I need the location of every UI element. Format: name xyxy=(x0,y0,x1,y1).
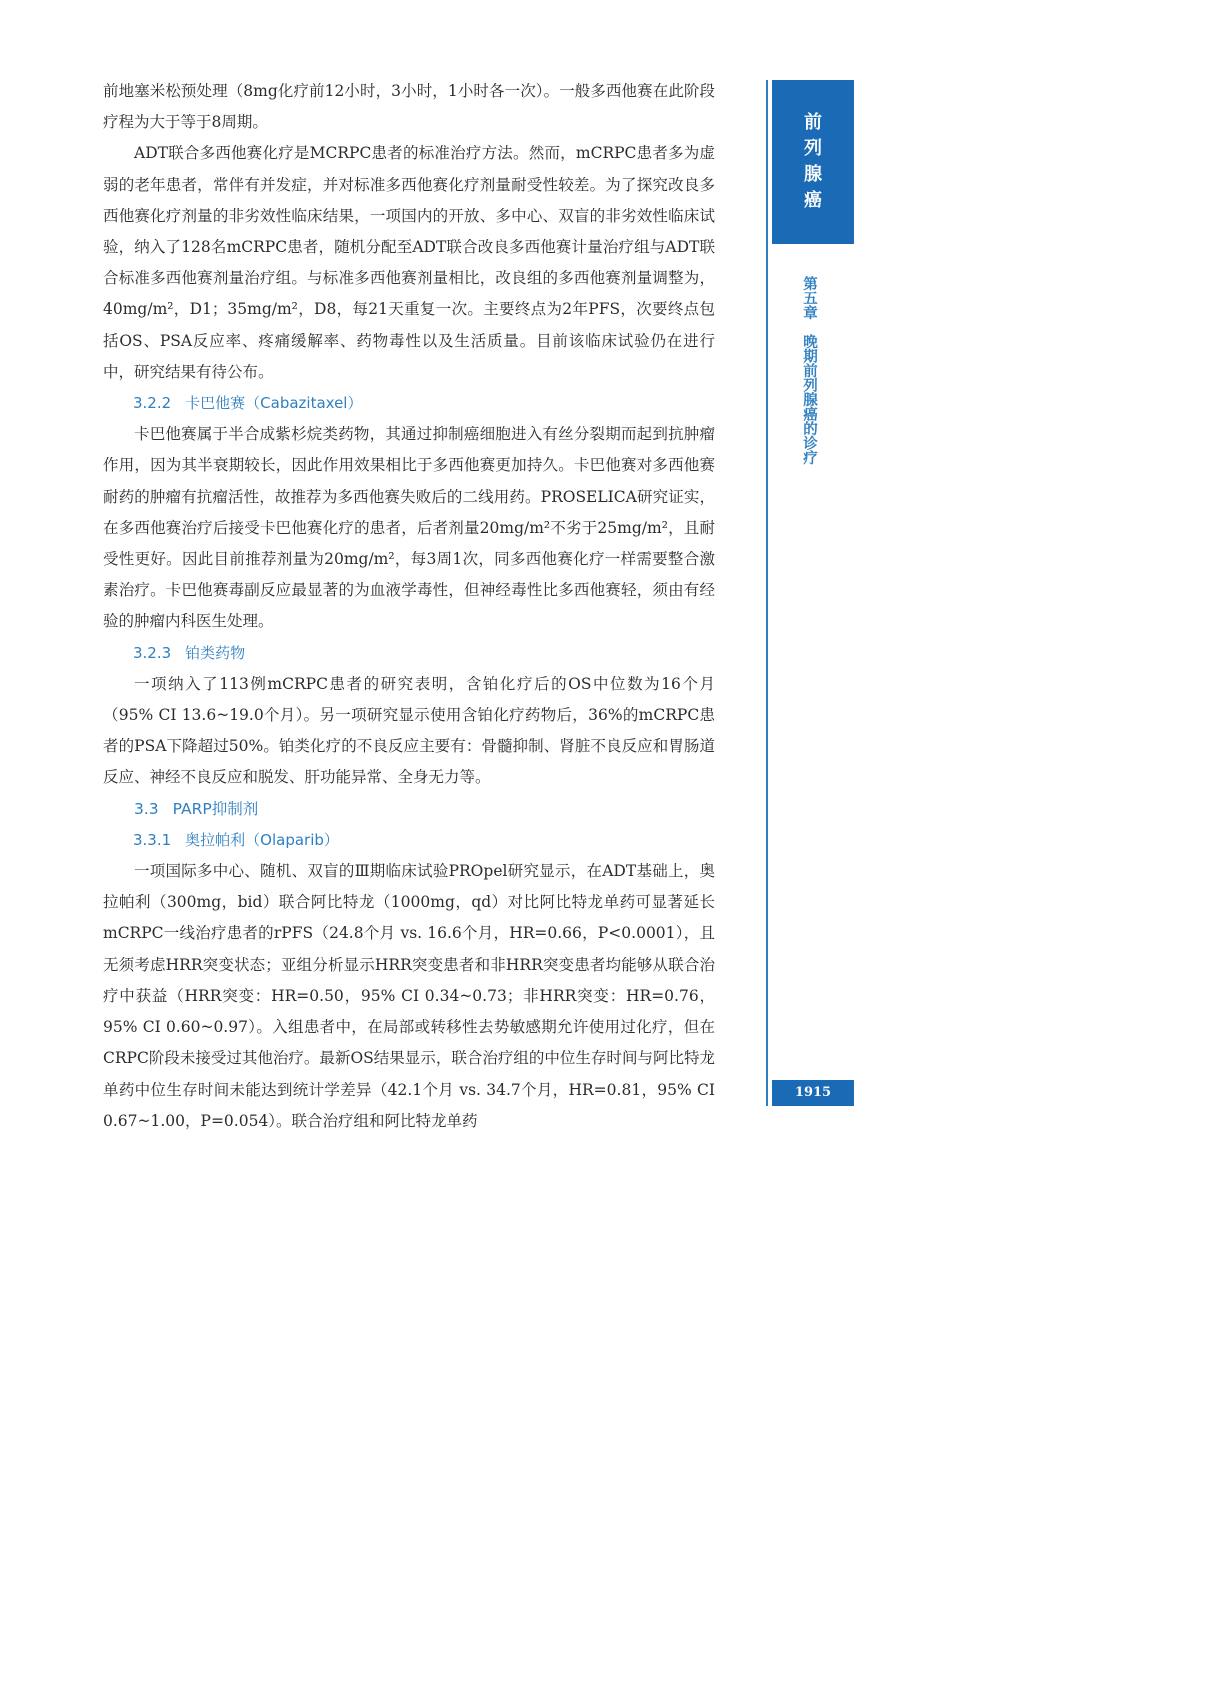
section-tab xyxy=(772,80,854,244)
tab-char: 腺 xyxy=(804,164,822,185)
heading-number: 3.3.1 xyxy=(133,830,172,849)
sidebar-divider-line xyxy=(766,80,768,1106)
heading-text: 铂类药物 xyxy=(185,643,246,662)
tab-char: 列 xyxy=(804,138,822,159)
paragraph-dexamethasone: 前地塞米松预处理（8mg化疗前12小时，3小时，1小时各一次）。一般多西他赛在此阶段疗程为大于等于8周期。 xyxy=(103,82,715,132)
heading-3-3-1 xyxy=(103,825,715,856)
heading-3-3 xyxy=(103,794,715,825)
paragraph-cabazitaxel: 卡巴他赛属于半合成紫杉烷类药物，其通过抑制癌细胞进入有丝分裂期而起到抗肿瘤作用，因为其半衰期较长，因此作用效果相比于多西他赛更加持久。卡巴他赛对多西他赛耐药的肿瘤有抗瘤活性，故推荐为多西他赛失败后的二线用药。PROSELICA研究证实，在多西他赛治疗后接受卡巴他赛化疗的患者，后者剂量20mg/m²不劣于25mg/m²，且耐受性更好。因此目前推荐剂量为20mg/m²，每3周1次，同多西他赛化疗一样需要整合激素治疗。卡巴他赛毒副反应最显著的为血液学毒性，但神经毒性比多西他赛轻，须由有经验的肿瘤内科医生处理。 xyxy=(103,425,715,631)
paragraph-olaparib: 一项国际多中心、随机、双盲的Ⅲ期临床试验PROpel研究显示，在ADT基础上，奥拉帕利（300mg，bid）联合阿比特龙（1000mg，qd）对比阿比特龙单药可显著延长mCRPC一线治疗患者的rPFS（24.8个月 vs. 16.6个月，HR=0.66，P<0.0001），且无须考虑HRR突变状态；亚组分析显示HRR突变患者和非HRR突变患者均能够从联合治疗中获益（HRR突变：HR=0.50，95% CI 0.34~0.73；非HRR突变：HR=0.76，95% CI 0.60~0.97）。入组患者中，在局部或转移性去势敏感期允许使用过化疗，但在CRPC阶段未接受过其他治疗。最新OS结果显示，联合治疗组的中位生存时间与阿比特龙单药中位生存时间未能达到统计学差异（42.1个月 vs. 34.7个月，HR=0.81，95% CI 0.67~1.00，P=0.054）。联合治疗组和阿比特龙单药 xyxy=(103,862,715,1130)
heading-number: 3.2.3 xyxy=(133,643,172,662)
tab-char: 前 xyxy=(804,112,822,133)
main-text-column xyxy=(103,76,715,1137)
heading-text: 卡巴他赛（Cabazitaxel） xyxy=(185,394,363,413)
chapter-title: 第五章 晚期前列腺癌的诊疗 xyxy=(801,276,817,465)
paragraph-adt-docetaxel: ADT联合多西他赛化疗是MCRPC患者的标准治疗方法。然而，mCRPC患者多为虚弱的老年患者，常伴有并发症，并对标准多西他赛化疗剂量耐受性较差。为了探究改良多西他赛化疗剂量的非劣效性临床结果，一项国内的开放、多中心、双盲的非劣效性临床试验，纳入了128名mCRPC患者，随机分配至ADT联合改良多西他赛计量治疗组与ADT联合标准多西他赛剂量治疗组。与标准多西他赛剂量相比，改良组的多西他赛剂量调整为，40mg/m²，D1；35mg/m²，D8，每21天重复一次。主要终点为2年PFS，次要终点包括OS、PSA反应率、疼痛缓解率、药物毒性以及生活质量。目前该临床试验仍在进行中，研究结果有待公布。 xyxy=(103,144,715,381)
paragraph-platinum: 一项纳入了113例mCRPC患者的研究表明，含铂化疗后的OS中位数为16个月（95% CI 13.6~19.0个月）。另一项研究显示使用含铂化疗药物后，36%的mCRPC患者的PSA下降超过50%。铂类化疗的不良反应主要有：骨髓抑制、肾脏不良反应和胃肠道反应、神经不良反应和脱发、肝功能异常、全身无力等。 xyxy=(103,674,715,787)
heading-number: 3.2.2 xyxy=(133,394,172,413)
page-number: 1915 xyxy=(772,1080,854,1106)
heading-3-2-3 xyxy=(103,638,715,669)
heading-number: 3.3 xyxy=(134,799,159,818)
heading-text: PARP抑制剂 xyxy=(172,799,259,818)
heading-3-2-2 xyxy=(103,388,715,419)
tab-char: 癌 xyxy=(804,190,822,211)
heading-text: 奥拉帕利（Olaparib） xyxy=(185,830,339,849)
